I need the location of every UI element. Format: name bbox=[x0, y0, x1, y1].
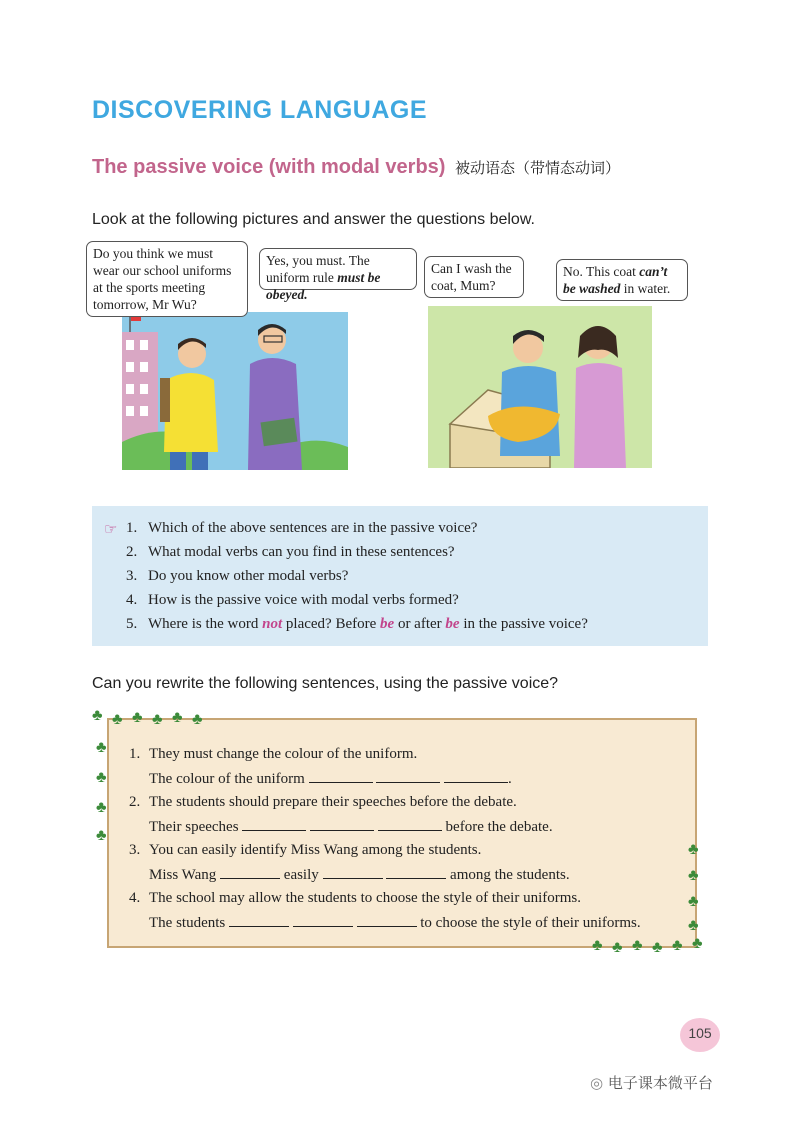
answer-blank[interactable] bbox=[444, 770, 508, 783]
clover-icon: ♣ bbox=[592, 937, 603, 954]
watermark: ◎ 电子课本微平台 bbox=[590, 1074, 713, 1092]
clover-icon: ♣ bbox=[132, 709, 143, 726]
rewrite-answer-2: Their speeches before the debate. bbox=[149, 819, 553, 835]
mum-speech-emphasis-2: washed bbox=[579, 281, 621, 296]
answer-blank[interactable] bbox=[293, 914, 353, 927]
rewrite-sentence-3: 3. You can easily identify Miss Wang among the students. bbox=[129, 842, 482, 858]
rewrite-sentence-4: 4. The school may allow the students to choose the style of their uniforms. bbox=[129, 890, 581, 906]
clover-icon: ♣ bbox=[96, 739, 107, 756]
answer-blank[interactable] bbox=[386, 866, 446, 879]
wechat-icon: ◎ bbox=[590, 1074, 604, 1092]
answer-blank[interactable] bbox=[309, 770, 373, 783]
instruction-rewrite: Can you rewrite the following sentences, using the passive voice? bbox=[92, 675, 559, 692]
answer-blank[interactable] bbox=[229, 914, 289, 927]
mum-speech-end: in water. bbox=[620, 281, 671, 296]
clover-icon: ♣ bbox=[652, 939, 663, 956]
section-title: DISCOVERING LANGUAGE bbox=[92, 96, 428, 124]
speech-bubble-son: Can I wash the coat, Mum? bbox=[424, 256, 524, 298]
clover-icon: ♣ bbox=[112, 711, 123, 728]
answer-blank[interactable] bbox=[242, 818, 306, 831]
answer-blank[interactable] bbox=[357, 914, 417, 927]
clover-icon: ♣ bbox=[96, 769, 107, 786]
clover-icon: ♣ bbox=[96, 799, 107, 816]
clover-icon: ♣ bbox=[688, 867, 699, 884]
scene2-illustration bbox=[428, 306, 652, 468]
clover-icon: ♣ bbox=[152, 711, 163, 728]
rewrite-answer-3: Miss Wang easily among the students. bbox=[149, 867, 570, 883]
question-3: 3. Do you know other modal verbs? bbox=[126, 568, 349, 584]
answer-blank[interactable] bbox=[376, 770, 440, 783]
page-number: 105 bbox=[680, 1018, 720, 1052]
questions-box bbox=[92, 506, 708, 646]
mum-speech-text: No. This coat bbox=[563, 264, 640, 279]
speech-bubble-teacher bbox=[259, 248, 417, 302]
answer-blank[interactable] bbox=[220, 866, 280, 879]
rewrite-answer-4: The students to choose the style of their uniforms. bbox=[149, 915, 641, 931]
speech-bubble-student: Do you think we must wear our school uniforms at the sports meeting tomorrow, Mr Wu? bbox=[86, 241, 248, 317]
scene1-illustration bbox=[122, 312, 348, 470]
clover-icon: ♣ bbox=[688, 917, 699, 934]
subtitle-chinese: 被动语态（带情态动词） bbox=[455, 159, 621, 177]
question-1: 1. Which of the above sentences are in the passive voice? bbox=[126, 520, 478, 536]
teacher-speech-emphasis: must be obeyed. bbox=[266, 270, 381, 302]
clover-icon: ♣ bbox=[92, 707, 103, 724]
clover-icon: ♣ bbox=[192, 711, 203, 728]
answer-blank[interactable] bbox=[378, 818, 442, 831]
clover-icon: ♣ bbox=[632, 937, 643, 954]
teacher-speech-text: Yes, you must. The uniform rule bbox=[266, 253, 370, 285]
clover-icon: ♣ bbox=[692, 935, 703, 952]
question-2: 2. What modal verbs can you find in these sentences? bbox=[126, 544, 455, 560]
mum-speech-emphasis-1: can’t be bbox=[563, 264, 668, 296]
question-4: 4. How is the passive voice with modal verbs formed? bbox=[126, 592, 459, 608]
clover-icon: ♣ bbox=[612, 939, 623, 956]
question-5: 5. Where is the word not placed? Before be or after be in the passive voice? bbox=[126, 616, 588, 632]
answer-blank[interactable] bbox=[310, 818, 374, 831]
clover-icon: ♣ bbox=[672, 937, 683, 954]
rewrite-box bbox=[107, 718, 697, 948]
subtitle-text: The passive voice (with modal verbs) bbox=[92, 156, 446, 178]
clover-icon: ♣ bbox=[96, 827, 107, 844]
speech-bubble-mum bbox=[556, 259, 688, 301]
clover-icon: ♣ bbox=[688, 893, 699, 910]
clover-icon: ♣ bbox=[172, 709, 183, 726]
rewrite-answer-1: The colour of the uniform . bbox=[149, 771, 512, 787]
instruction-pictures: Look at the following pictures and answer the questions below. bbox=[92, 211, 535, 228]
pointing-hand-icon: ☞ bbox=[104, 522, 118, 538]
rewrite-sentence-1: 1. They must change the colour of the uniform. bbox=[129, 746, 418, 762]
clover-icon: ♣ bbox=[688, 841, 699, 858]
rewrite-sentence-2: 2. The students should prepare their speeches before the debate. bbox=[129, 794, 517, 810]
subtitle bbox=[92, 156, 620, 179]
answer-blank[interactable] bbox=[323, 866, 383, 879]
